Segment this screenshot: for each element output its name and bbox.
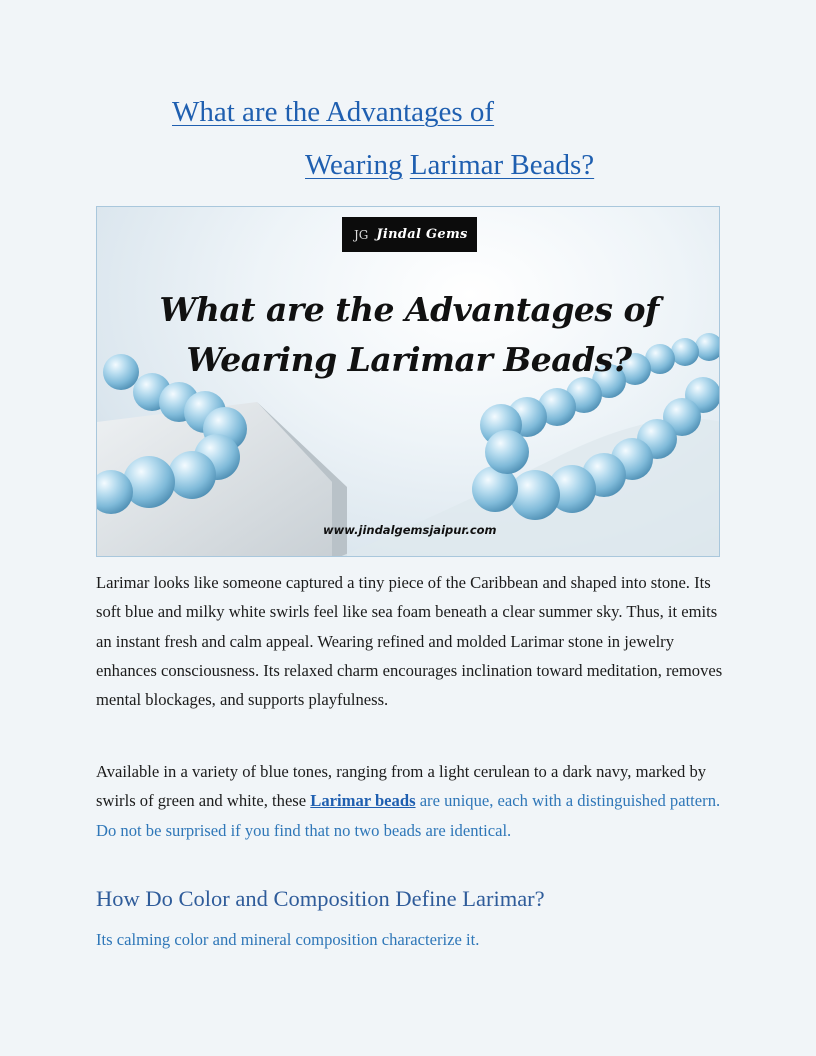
- section-heading: How Do Color and Composition Define Larimar?: [96, 886, 545, 911]
- page-title-line-2[interactable]: Wearing Larimar Beads?: [305, 149, 595, 181]
- logo-text: Jindal Gems: [376, 227, 468, 242]
- section-text: Its calming color and mineral composition characterize it.: [96, 930, 480, 949]
- hero-website-url: www.jindalgemsjaipur.com: [323, 523, 497, 537]
- hero-image: [96, 206, 720, 557]
- logo-mark-icon: JG: [354, 227, 369, 242]
- jindal-gems-logo: [342, 217, 477, 252]
- hero-title-line-2: Wearing Larimar Beads?: [186, 340, 632, 379]
- intro-paragraph: Larimar looks like someone captured a tiny piece of the Caribbean and shaped into stone. Its soft blue and milky white swirls feel like sea foam beneath a clear summer sky. Thus, it emits an instant fresh and calm appeal. Wearing refined and molded Larimar stone in jewelry enhances consciousness. Its relaxed charm encourages inclination toward meditation, removes mental blockages, and supports playfulness.: [96, 573, 723, 710]
- paragraph-text-start: Available in a variety of blue tones, ranging from a light cerulean to a dark navy, marked by swirls of green and white, these: [96, 762, 707, 811]
- hero-title-line-1: What are the Advantages of: [159, 290, 659, 329]
- larimar-beads-link[interactable]: Larimar beads: [310, 791, 416, 811]
- paragraph-text-end: are unique, each with a distinguished pattern. Do not be surprised if you find that no two beads are identical.: [96, 791, 721, 840]
- page-title-line-1[interactable]: What are the Advantages of: [172, 96, 495, 128]
- bead-varieties-paragraph: [96, 757, 726, 845]
